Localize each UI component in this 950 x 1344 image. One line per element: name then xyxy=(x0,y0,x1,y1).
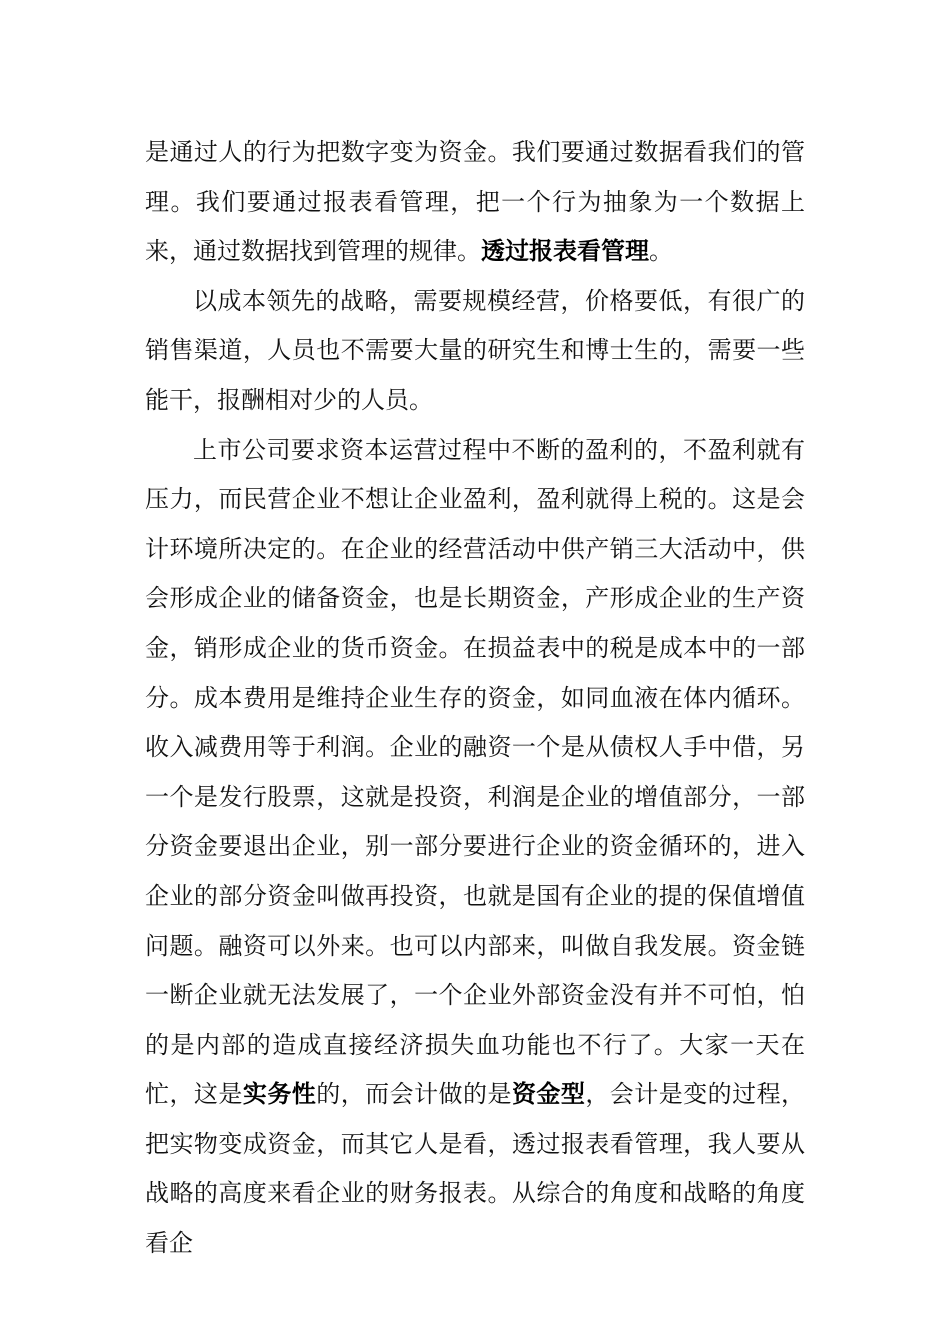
paragraph-3-text-3: ，会计是变的过程，把实物变成资金，而其它人是看，透过报表看管理，我人要从战略的高度来看企业的财务报表。从综合的角度和战略的角度看企 xyxy=(145,1080,806,1258)
paragraph-1 xyxy=(145,128,805,277)
paragraph-1-bold-phrase: 透过报表看管理 xyxy=(481,237,649,266)
paragraph-3 xyxy=(145,426,805,1269)
paragraph-2 xyxy=(145,277,805,426)
paragraph-3-text-2: 的，而会计做的是 xyxy=(316,1080,512,1109)
paragraph-3-bold-phrase-1: 实务性 xyxy=(242,1080,317,1109)
paragraph-2-text-1: 以成本领先的战略，需要规模经营，价格要低，有很广的销售渠道，人员也不需要大量的研究生和博士生的，需要一些能干，报酬相对少的人员。 xyxy=(145,286,805,414)
document-body xyxy=(145,128,805,1269)
paragraph-1-text-1: 是通过人的行为把数字变为资金。我们要通过数据看我们的管理。我们要通过报表看管理，把一个行为抽象为一个数据上来，通过数据找到管理的规律。 xyxy=(145,138,805,266)
paragraph-3-text-1: 上市公司要求资本运营过程中不断的盈利的，不盈利就有压力，而民营企业不想让企业盈利，盈利就得上税的。这是会计环境所决定的。在企业的经营活动中供产销三大活动中，供会形成企业的储备资金，也是长期资金，产形成企业的生产资金，销形成企业的货币资金。在损益表中的税是成本中的一部分。成本费用是维持企业生存的资金，如同血液在体内循环。收入减费用等于利润。企业的融资一个是从债权人手中借，另一个是发行股票，这就是投资，利润是企业的增值部分，一部分资金要退出企业，别一部分要进行企业的资金循环的，进入企业的部分资金叫做再投资，也就是国有企业的提的保值增值问题。融资可以外来。也可以内部来，叫做自我发展。资金链一断企业就无法发展了，一个企业外部资金没有并不可怕，怕的是内部的造成直接经济损失血功能也不行了。大家一天在忙，这是 xyxy=(145,435,805,1109)
paragraph-3-bold-phrase-2: 资金型 xyxy=(511,1080,586,1109)
paragraph-1-text-2: 。 xyxy=(649,237,673,266)
